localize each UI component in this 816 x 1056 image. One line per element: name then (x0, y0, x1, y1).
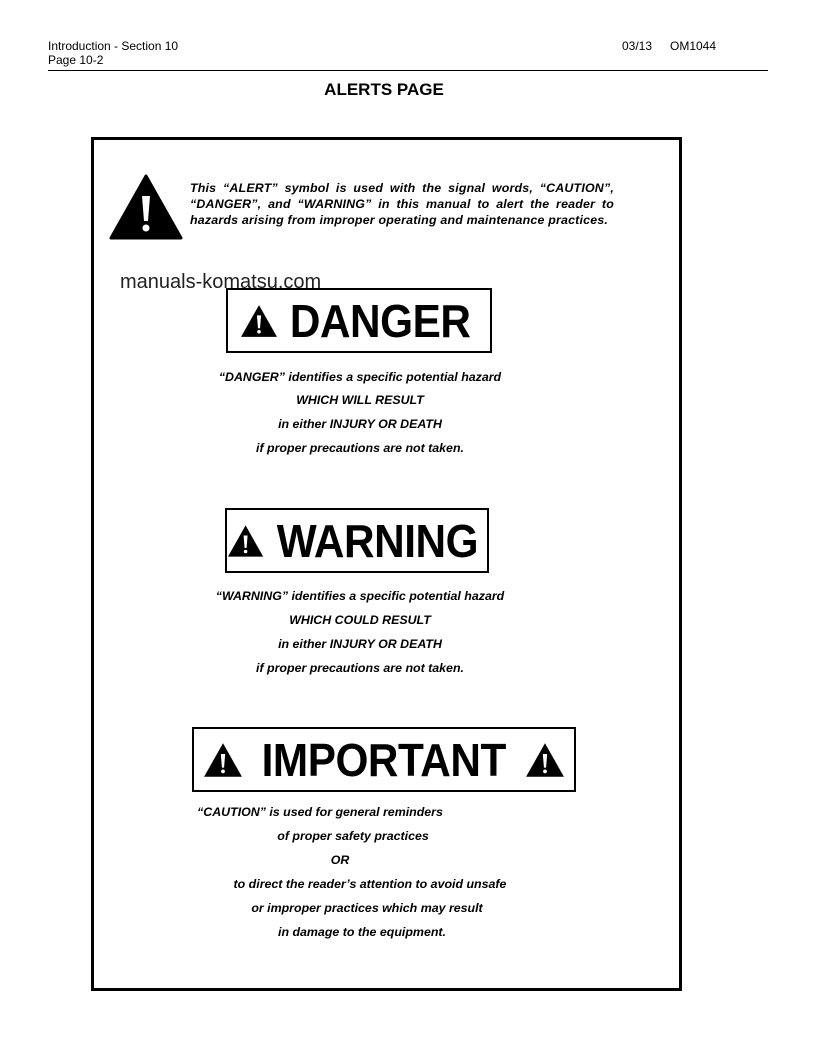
danger-sign (226, 288, 492, 353)
danger-line: if proper precautions are not taken. (256, 441, 464, 455)
section-label: Introduction - Section 10 (48, 39, 179, 53)
alert-triangle-icon (109, 174, 183, 240)
important-line: of proper safety practices (277, 829, 429, 843)
warning-sign (225, 508, 489, 573)
alert-description: This “ALERT” symbol is used with the signal words, “CAUTION”, “DANGER”, and “WARNING” in this manual to alert the reader to hazards arising from improper operating and maintenance practices. (190, 181, 614, 227)
alert-triangle-icon (240, 304, 278, 338)
danger-label: DANGER (289, 294, 471, 347)
watermark: manuals-komatsu.com (120, 271, 322, 293)
alert-triangle-icon (203, 742, 243, 778)
important-line: “CAUTION” is used for general reminders (197, 805, 443, 819)
date: 03/13 (622, 39, 653, 53)
page-title: ALERTS PAGE (324, 80, 444, 99)
page-number: Page 10-2 (48, 53, 104, 67)
important-line: or improper practices which may result (251, 901, 483, 915)
important-line: OR (330, 853, 350, 867)
important-sign (192, 727, 576, 792)
header-divider (48, 70, 768, 71)
important-line: in damage to the equipment. (278, 925, 446, 939)
important-line: to direct the reader’s attention to avoid unsafe (233, 877, 507, 891)
alert-triangle-icon (525, 742, 565, 778)
warning-line: if proper precautions are not taken. (256, 661, 464, 675)
warning-line: WHICH COULD RESULT (289, 613, 431, 627)
doc-number: OM1044 (670, 39, 717, 53)
warning-line: in either INJURY OR DEATH (278, 637, 442, 651)
warning-line: “WARNING” identifies a specific potential hazard (215, 589, 505, 603)
warning-label: WARNING (276, 514, 479, 567)
important-label: IMPORTANT (261, 733, 507, 786)
danger-line: in either INJURY OR DEATH (278, 417, 442, 431)
alert-triangle-icon (227, 524, 264, 558)
danger-line: “DANGER” identifies a specific potential hazard (218, 370, 502, 384)
danger-line: WHICH WILL RESULT (296, 393, 424, 407)
